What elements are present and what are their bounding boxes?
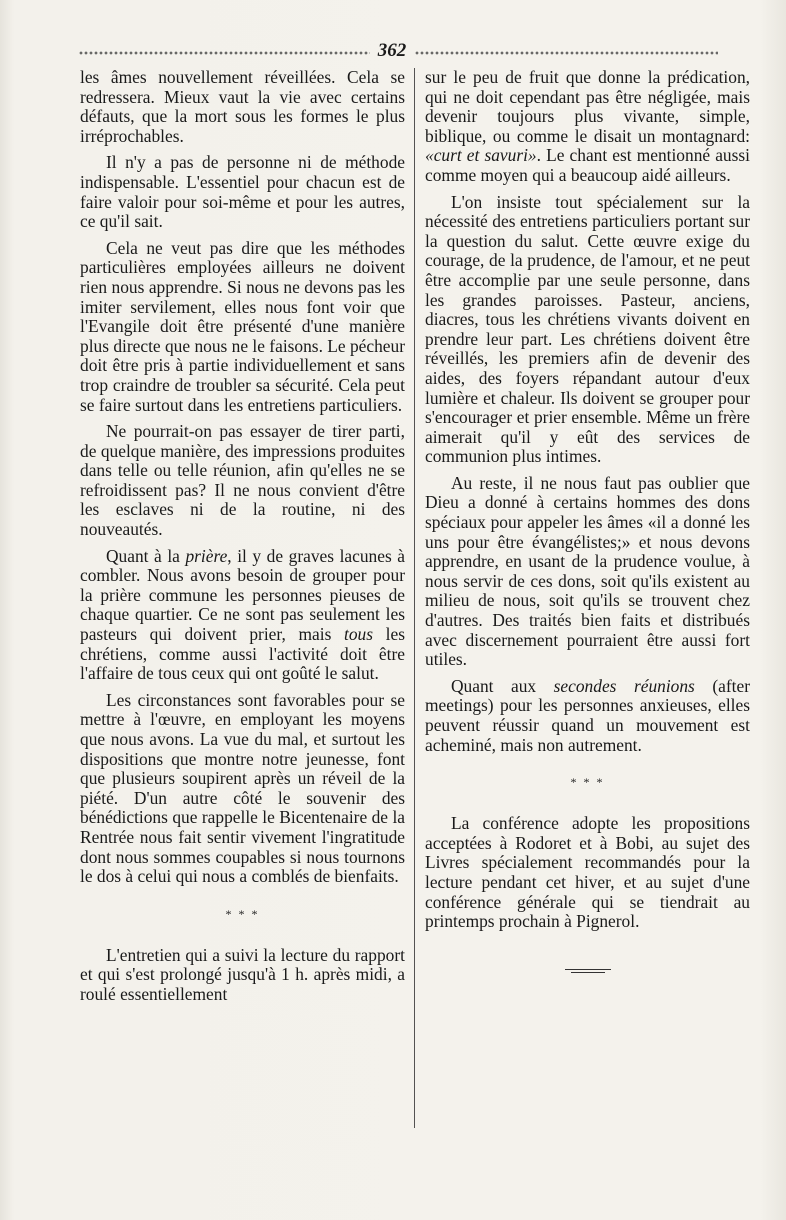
header-ornament-left (78, 50, 370, 56)
header-ornament-right (414, 50, 718, 56)
text-segment: Quant à la (106, 545, 186, 566)
right-column (425, 68, 750, 975)
paragraph-circonstances: Les circonstances sont favorables pour se mettre à l'œuvre, en employant les moyens que nous avons. La vue du mal, et surtout les dispositions que montre notre jeunesse, font que plusieurs soupirent après un réveil de la piété. D'un autre côté le souvenir des bénédictions que rappelle le Bicentenaire de la Rentrée nous fait sentir vivement l'ingratitude dont nous sommes coupables si nous tournons le dos à celui qui nous a comblés de bienfaits. (80, 689, 405, 887)
emphasis-secondes-reunions: secondes réunions (553, 675, 695, 696)
asterism: * * * (570, 775, 605, 790)
paragraph-entretien: L'entretien qui a suivi la lecture du rapport et qui s'est prolongé jusqu'à 1 h. après midi, a roulé essentiellement (80, 944, 405, 1004)
section-separator-left (80, 906, 405, 921)
emphasis-curt-et-savuri: «curt et savuri» (425, 145, 537, 166)
text-segment: (after meetings) pour les personnes anxieuses, elles peuvent réussir quand un mouvement est acheminé, mais non autrement. (425, 675, 750, 755)
emphasis-priere: prière (185, 545, 228, 566)
text-segment: . Le chant est mentionné aussi comme moyen qui a beaucoup aidé ailleurs. (425, 145, 750, 185)
paragraph-secondes-reunions (425, 677, 750, 755)
paragraph-priere (80, 547, 405, 684)
text-segment: , il y de graves lacunes à combler. Nous avons besoin de grouper pour la prière commune les personnes pieuses de chaque quartier. Ce ne sont pas seulement les pasteurs qui doivent prier, mais (80, 545, 405, 645)
paragraph-methodes-particulieres: Cela ne veut pas dire que les méthodes particulières employées ailleurs ne doivent rien nous apprendre. Si nous ne devons pas les imiter servilement, elles nous font voir que l'Evangile doit être présenté d'une manière plus directe que nous ne le faisons. Le pécheur doit être pris à partie individuellement et sans trop craindre de troubler sa sécurité. Cela peut se faire surtout dans les entretiens particuliers. (80, 237, 405, 415)
paragraph-predication (425, 68, 750, 186)
left-column (80, 68, 405, 1012)
text-segment: sur le peu de fruit que donne la prédication, qui ne doit cependant pas être négligée, mais devenir toujours plus vivante, simple, biblique, ou comme le disait un montagnard: (425, 67, 750, 146)
page-header (78, 40, 718, 62)
section-separator-right (425, 777, 750, 788)
column-divider (414, 68, 415, 1128)
paragraph-dons-speciaux: Au reste, il ne nous faut pas oublier que Dieu a donné à certains hommes des dons spéciaux pour appeler les âmes «il a donné les uns pour être évangélistes;» et nous devons apprendre, en usant de la prudence voulue, à nous servir de ces dons, soit qu'ils existent au milieu de nous, soit qu'ils se trouvent chez d'autres. Des traités bien faits et distribués avec discernement pourraient être aussi fort utiles. (425, 472, 750, 670)
paragraph-impressions: Ne pourrait-on pas essayer de tirer parti, de quelque manière, des impressions produites dans telle ou telle réunion, afin qu'elles ne se refroidissent pas? Il ne nous convient d'être les esclaves ni de la routine, ni des nouveautés. (80, 421, 405, 540)
text-segment: Quant aux (451, 675, 554, 696)
paragraph-ames: les âmes nouvellement réveillées. Cela se redressera. Mieux vaut la vie avec certains défauts, que la mort sous les formes le plus irréprochables. (80, 67, 405, 146)
tailpiece-ornament (565, 968, 611, 975)
asterism: * * * (225, 906, 260, 921)
paragraph-entretiens-particuliers: L'on insiste tout spécialement sur la nécessité des entretiens particuliers portant sur la question du salut. Cette œuvre exige du courage, de la prudence, de l'amour, et ne peut être accomplie par une seule personne, dans les grandes paroisses. Pasteur, anciens, diacres, tous les chrétiens vivants doivent en prendre leur part. Les chrétiens doivent être réveillés, les premiers afin de devenir des aides, des foyers répandant autour d'eux lumière et chaleur. Ils doivent se grouper pour s'encourager et prier ensemble. Même un frère aimerait qu'il y eût des services de communion plus intimes. (425, 191, 750, 467)
page-number: 362 (377, 40, 407, 61)
text-segment: les chrétiens, comme aussi l'activité doit être l'affaire de tous ceux qui ont goûté le salut. (80, 624, 405, 684)
paragraph-methode: Il n'y a pas de personne ni de méthode indispensable. L'essentiel pour chacun est de faire valoir pour soi-même et pour les autres, ce qu'il sait. (80, 152, 405, 232)
emphasis-tous: tous (344, 624, 374, 645)
paragraph-conference: La conférence adopte les propositions acceptées à Rodoret et à Bobi, au sujet des Livres spécialement recommandés pour la lecture pendant cet hiver, et au sujet d'une conférence générale qui se tiendrait au printemps prochain à Pignerol. (425, 813, 750, 932)
